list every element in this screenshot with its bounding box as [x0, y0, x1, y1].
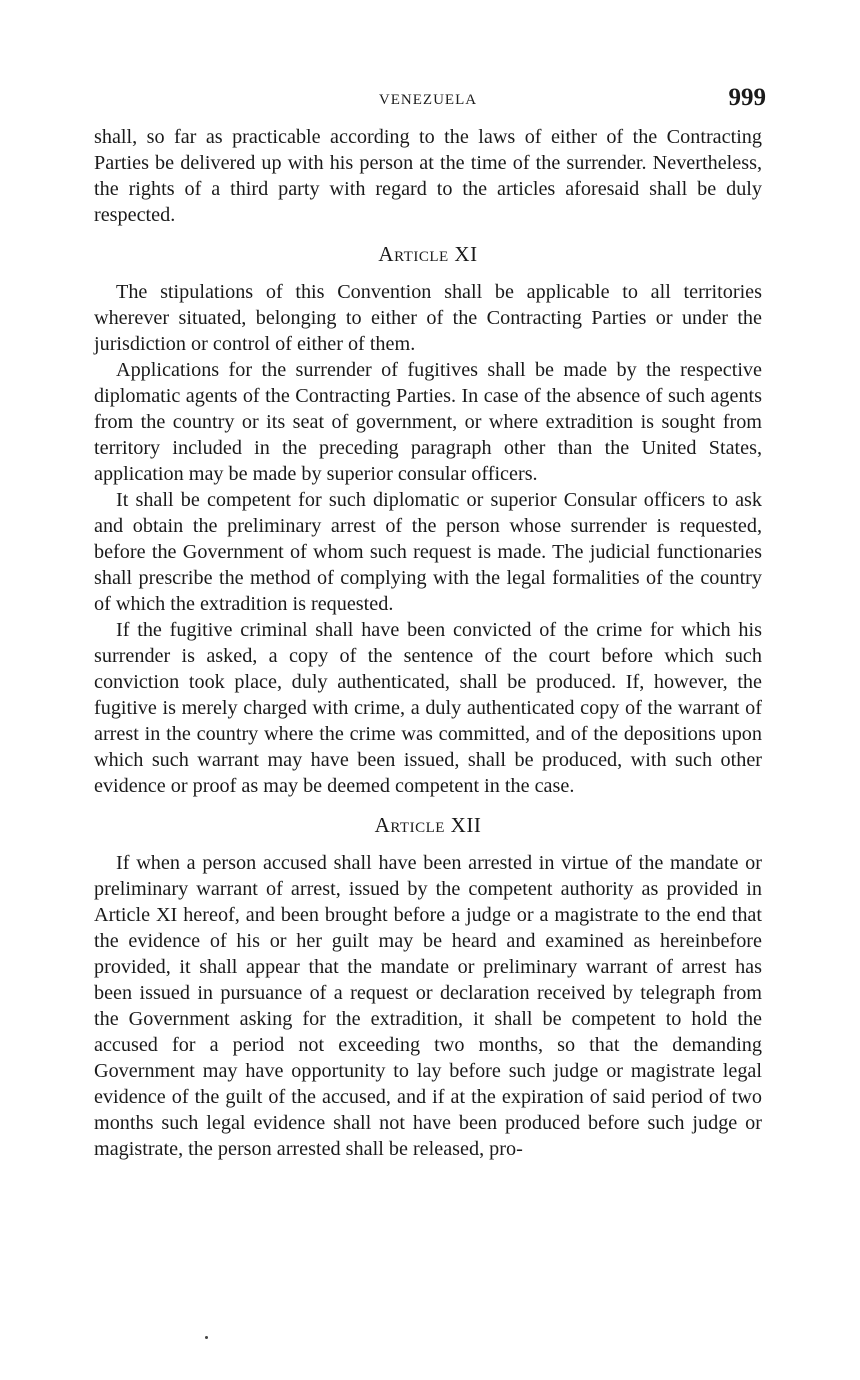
- stray-ink-dot: [205, 1336, 208, 1339]
- running-head: VENEZUELA: [378, 92, 478, 108]
- document-page: [94, 84, 766, 1162]
- page-number: 999: [728, 84, 766, 111]
- article-xi-paragraph: If the fugitive criminal shall have been convicted of the crime for which his surrender is asked, a copy of the sentence of the court before which such conviction took place, duly authenticated, shall be produced. If, however, the fugitive is merely charged with crime, a duly authenticated copy of the warrant of arrest in the country where the crime was committed, and of the depositions upon which such warrant may have been issued, shall be produced, with such other evidence or proof as may be deemed competent in the case.: [94, 619, 762, 797]
- article-xi-heading-word: Article: [378, 242, 449, 266]
- continued-paragraph: shall, so far as practicable according to the laws of either of the Contracting Parties be delivered up with his person at the time of the surrender. Nevertheless, the rights of a third party with regard to the articles aforesaid shall be duly respected.: [94, 126, 762, 226]
- article-xi-heading-number: XI: [454, 242, 478, 266]
- article-xii-heading-word: Article: [374, 813, 445, 837]
- article-xii-paragraph: If when a person accused shall have been arrested in virtue of the mandate or preliminary warrant of arrest, issued by the competent authority as provided in Article XI hereof, and been brought before a judge or a magistrate to the end that the evidence of his or her guilt may be heard and examined as hereinbefore provided, it shall appear that the mandate or preliminary warrant of arrest has been issued in pursuance of a request or declaration received by telegraph from the Government asking for the extradition, it shall be competent to hold the accused for a period not exceeding two months, so that the demanding Government may have opportunity to lay before such judge or magistrate legal evidence of the guilt of the accused, and if at the expiration of said period of two months such legal evidence shall not have been produced before such judge or magistrate, the person arrested shall be released, pro-: [94, 852, 762, 1160]
- article-xi-paragraph: Applications for the surrender of fugitives shall be made by the respective diplomatic agents of the Contracting Parties. In case of the absence of such agents from the country or its seat of government, or where extradition is sought from territory included in the preceding paragraph other than the United States, application may be made by superior consular officers.: [94, 359, 762, 485]
- page-header: [94, 84, 766, 124]
- article-xi-heading: [94, 241, 762, 267]
- article-xi-paragraph: The stipulations of this Convention shall be applicable to all territories wherever situated, belonging to either of the Contracting Parties or under the jurisdiction or control of either of them.: [94, 281, 762, 355]
- article-xii-heading: [94, 812, 762, 838]
- article-xii-heading-number: XII: [450, 813, 482, 837]
- article-xi-paragraph: It shall be competent for such diplomatic or superior Consular officers to ask and obtain the preliminary arrest of the person whose surrender is requested, before the Government of whom such request is made. The judicial functionaries shall prescribe the method of complying with the legal formalities of the country of which the extradition is requested.: [94, 489, 762, 615]
